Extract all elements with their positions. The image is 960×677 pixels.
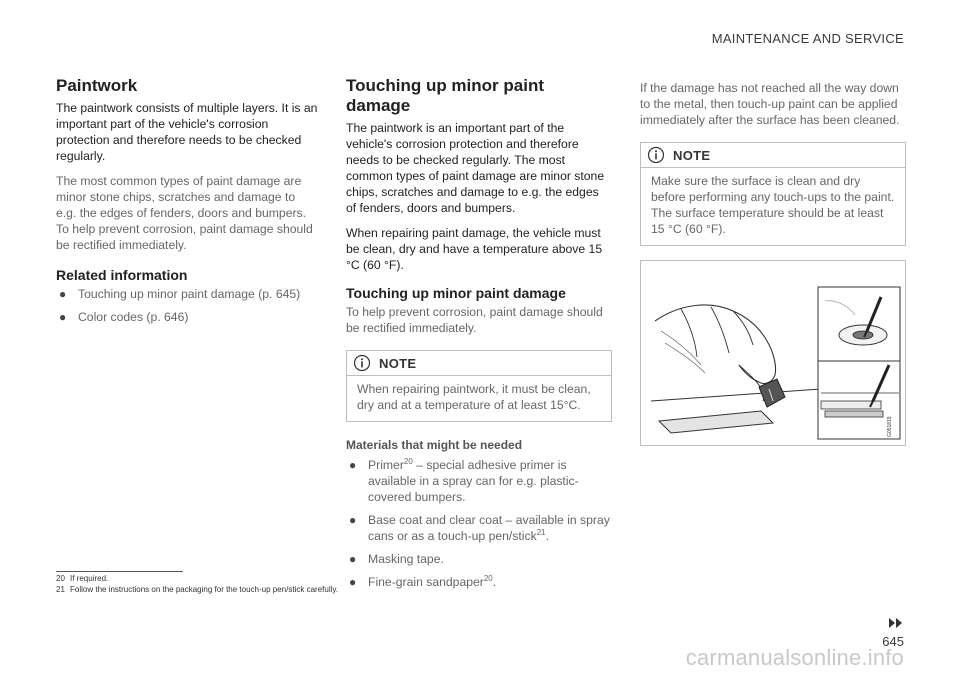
- note-text: Make sure the surface is clean and dry before performing any touch-ups to the paint. The surface temperature should be at least 15 °C (60 °F).: [651, 174, 895, 236]
- touchup-sub-body: To help prevent corrosion, paint damage should be rectified immediately.: [346, 305, 603, 335]
- list-item: ● Primer$^{20}$ – special adhesive primer is available in a spray can for e.g. plastic-covered bumpers.: [349, 456, 579, 504]
- touchup-continued-body: If the damage has not reached all the way down to the metal, then touch-up paint can be applied immediately after the surface has been cleaned.: [640, 81, 900, 127]
- footnote-rule: [56, 571, 183, 572]
- note-header: [641, 143, 905, 168]
- note-text: When repairing paintwork, it must be clean, dry and at a temperature of at least 15°C.: [357, 382, 591, 412]
- bullet-icon: ●: [349, 552, 357, 566]
- paintwork-lead: The paintwork consists of multiple layers. It is an important part of the vehicle's corrosion protection and therefore needs to be checked regularly.: [56, 101, 318, 163]
- running-header: MAINTENANCE AND SERVICE: [711, 31, 904, 46]
- touchup-lead-1: The paintwork is an important part of the vehicle's corrosion protection and therefore needs to be checked regularly. The most common types of paint damage are minor stone chips, scratches and damage to e.g. the edges of fenders, doors and bumpers.: [346, 121, 605, 215]
- note-box: [640, 142, 906, 246]
- section-title-touchup: Touching up minor paint damage: [346, 76, 544, 115]
- touchup-illustration: [640, 260, 906, 446]
- next-page-arrows-icon[interactable]: [888, 617, 904, 629]
- related-information-title: Related information: [56, 267, 188, 283]
- note-label: NOTE: [673, 147, 711, 163]
- page-number: 645: [882, 634, 904, 649]
- related-link[interactable]: ● Touching up minor paint damage (p. 645): [59, 287, 301, 301]
- bullet-icon: ●: [349, 458, 357, 472]
- materials-title: Materials that might be needed: [346, 438, 523, 452]
- info-icon: [647, 146, 665, 164]
- section-title-paintwork: Paintwork: [56, 76, 138, 95]
- materials-list: [346, 457, 612, 590]
- touchup-lead-2: When repairing paint damage, the vehicle must be clean, dry and have a temperature above 15 °C (60 °F).: [346, 226, 603, 272]
- paintwork-body: The most common types of paint damage are minor stone chips, scratches and damage to e.g. the edges of fenders, doors and bumpers. To help prevent corrosion, paint damage should be rectified immediately.: [56, 174, 313, 252]
- related-links: [56, 286, 318, 325]
- bullet-icon: ●: [59, 310, 67, 324]
- bullet-icon: ●: [59, 287, 67, 301]
- note-header: [347, 351, 611, 376]
- bullet-icon: ●: [349, 513, 357, 527]
- list-item: ● Masking tape.: [349, 552, 444, 566]
- bullet-icon: ●: [349, 575, 357, 589]
- column-touchup-continued: [640, 80, 906, 446]
- list-item: ● Fine-grain sandpaper$^{20}$.: [349, 573, 497, 589]
- footnote: 20 If required.: [56, 574, 109, 583]
- note-box: [346, 350, 612, 422]
- figure-code: G051819: [887, 416, 893, 437]
- footnote: 21 Follow the instructions on the packaging for the touch-up pen/stick carefully.: [56, 585, 338, 594]
- info-icon: [353, 354, 371, 372]
- column-paintwork: [56, 76, 318, 333]
- illustration-drawing: [641, 261, 905, 445]
- subsection-title-touchup: Touching up minor paint damage: [346, 285, 566, 301]
- watermark: carmanualsonline.info: [685, 645, 904, 670]
- note-label: NOTE: [379, 355, 417, 371]
- column-touchup: [346, 76, 612, 598]
- related-link[interactable]: ● Color codes (p. 646): [59, 310, 189, 324]
- list-item: ● Base coat and clear coat – available in spray cans or as a touch-up pen/stick$^{21}$.: [349, 513, 610, 543]
